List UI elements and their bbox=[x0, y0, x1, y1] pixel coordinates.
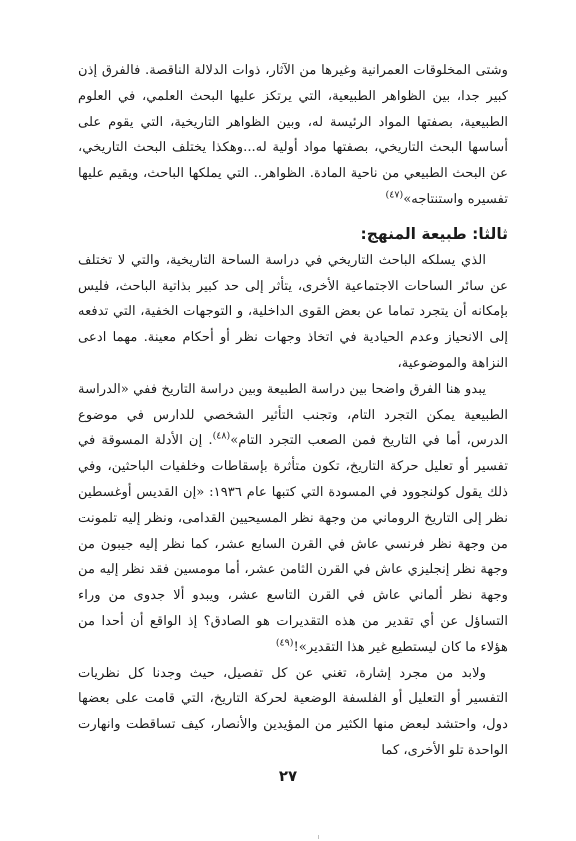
paragraph-3-text-b: . إن الأدلة المسوقة في تفسير أو تعليل حركة التاريخ، تكون متأثرة بإسقاطات وخلفيات الباحثين، وفي ذلك يقول كولنجوود في المسودة التي كتبها عام ١٩٣٦: «إن القديس أوغسطين نظر إلى التاريخ الروماني من وجهة نظر المسيحيين القدامى، ونظر إليه تلمونت من وجهة نظر فرنسي عاش في القرن السابع عشر، كما نظر إليه جيبون من وجهة نظر إنجليزي عاش في القرن الثامن عشر، أما مومسين فقد نظر إليه من وجهة نظر ألماني عاش في القرن التاسع عشر، ويبدو ألا جدوى من وراء التساؤل عن أي تقدير من هذه التقديرات هو الصادق؟ إذ الواقع أن أحدا من هؤلاء ما كان ليستطيع غير هذا التقدير»! bbox=[78, 433, 508, 655]
page-body bbox=[78, 58, 508, 764]
paragraph-theories: ولابد من مجرد إشارة، تغني عن كل تفصيل، حيث وجدنا كل نظريات التفسير أو التعليل أو الفلسفة الوضعية لحركة التاريخ، التي قامت على بعضها دول، واحتشد لبعض منها الكثير من المؤيدين والأنصار، كيف تساقطت وانهارت الواحدة تلو الأخرى، كما bbox=[78, 665, 508, 758]
scan-speck bbox=[318, 835, 319, 839]
footnote-ref-47: (٤٧) bbox=[385, 189, 404, 201]
paragraph-continuation bbox=[78, 58, 508, 213]
paragraph-method: الذي يسلكه الباحث التاريخي في دراسة الساحة التاريخية، والتي لا تختلف عن سائر الساحات الاجتماعية الأخرى، يتأثر إلى حد كبير بذاتية الباحث، فليس بإمكانه أن يتجرد تماما عن بعض القوى الداخلية، و التوجهات الخفية، التي تدفعه إلى الانحياز وعدم الحيادية في اتخاذ وجهات نظر أو أحكام معينة. مهما ادعى النزاهة والموضوعية، bbox=[78, 252, 508, 371]
paragraph-3-text-a: يبدو هنا الفرق واضحا بين دراسة الطبيعة وبين دراسة التاريخ ففي «الدراسة الطبيعية يمكن التجرد التام، وتجنب التأثير الشخصي للدارس في موضوع الدرس، أما في التاريخ فمن الصعب التجرد التام» bbox=[78, 381, 508, 449]
footnote-ref-49: (٤٩) bbox=[275, 637, 294, 649]
page-number: ٢٧ bbox=[278, 767, 298, 785]
paragraph-nature-vs-history bbox=[78, 377, 508, 661]
footnote-ref-48: (٤٨) bbox=[212, 430, 231, 442]
section-heading: ثالثا: طبيعة المنهج: bbox=[360, 224, 508, 243]
paragraph-1-text: وشتى المخلوقات العمرانية وغيرها من الآثار، ذوات الدلالة الناقصة. فالفرق إذن كبير جدا، بين الظواهر الطبيعية، التي يرتكز عليها البحث العلمي، في العلوم الطبيعية، بصفتها المواد الرئيسة له، وبين الظواهر التاريخية، التي يقوم على أساسها البحث التاريخي، بصفتها مواد أولية له...وهكذا يختلف البحث التاريخي، عن البحث الطبيعي من ناحية المادة. الظواهر.. التي يملكها الباحث، ويقيم عليها تفسيره واستنتاجه» bbox=[78, 63, 508, 207]
